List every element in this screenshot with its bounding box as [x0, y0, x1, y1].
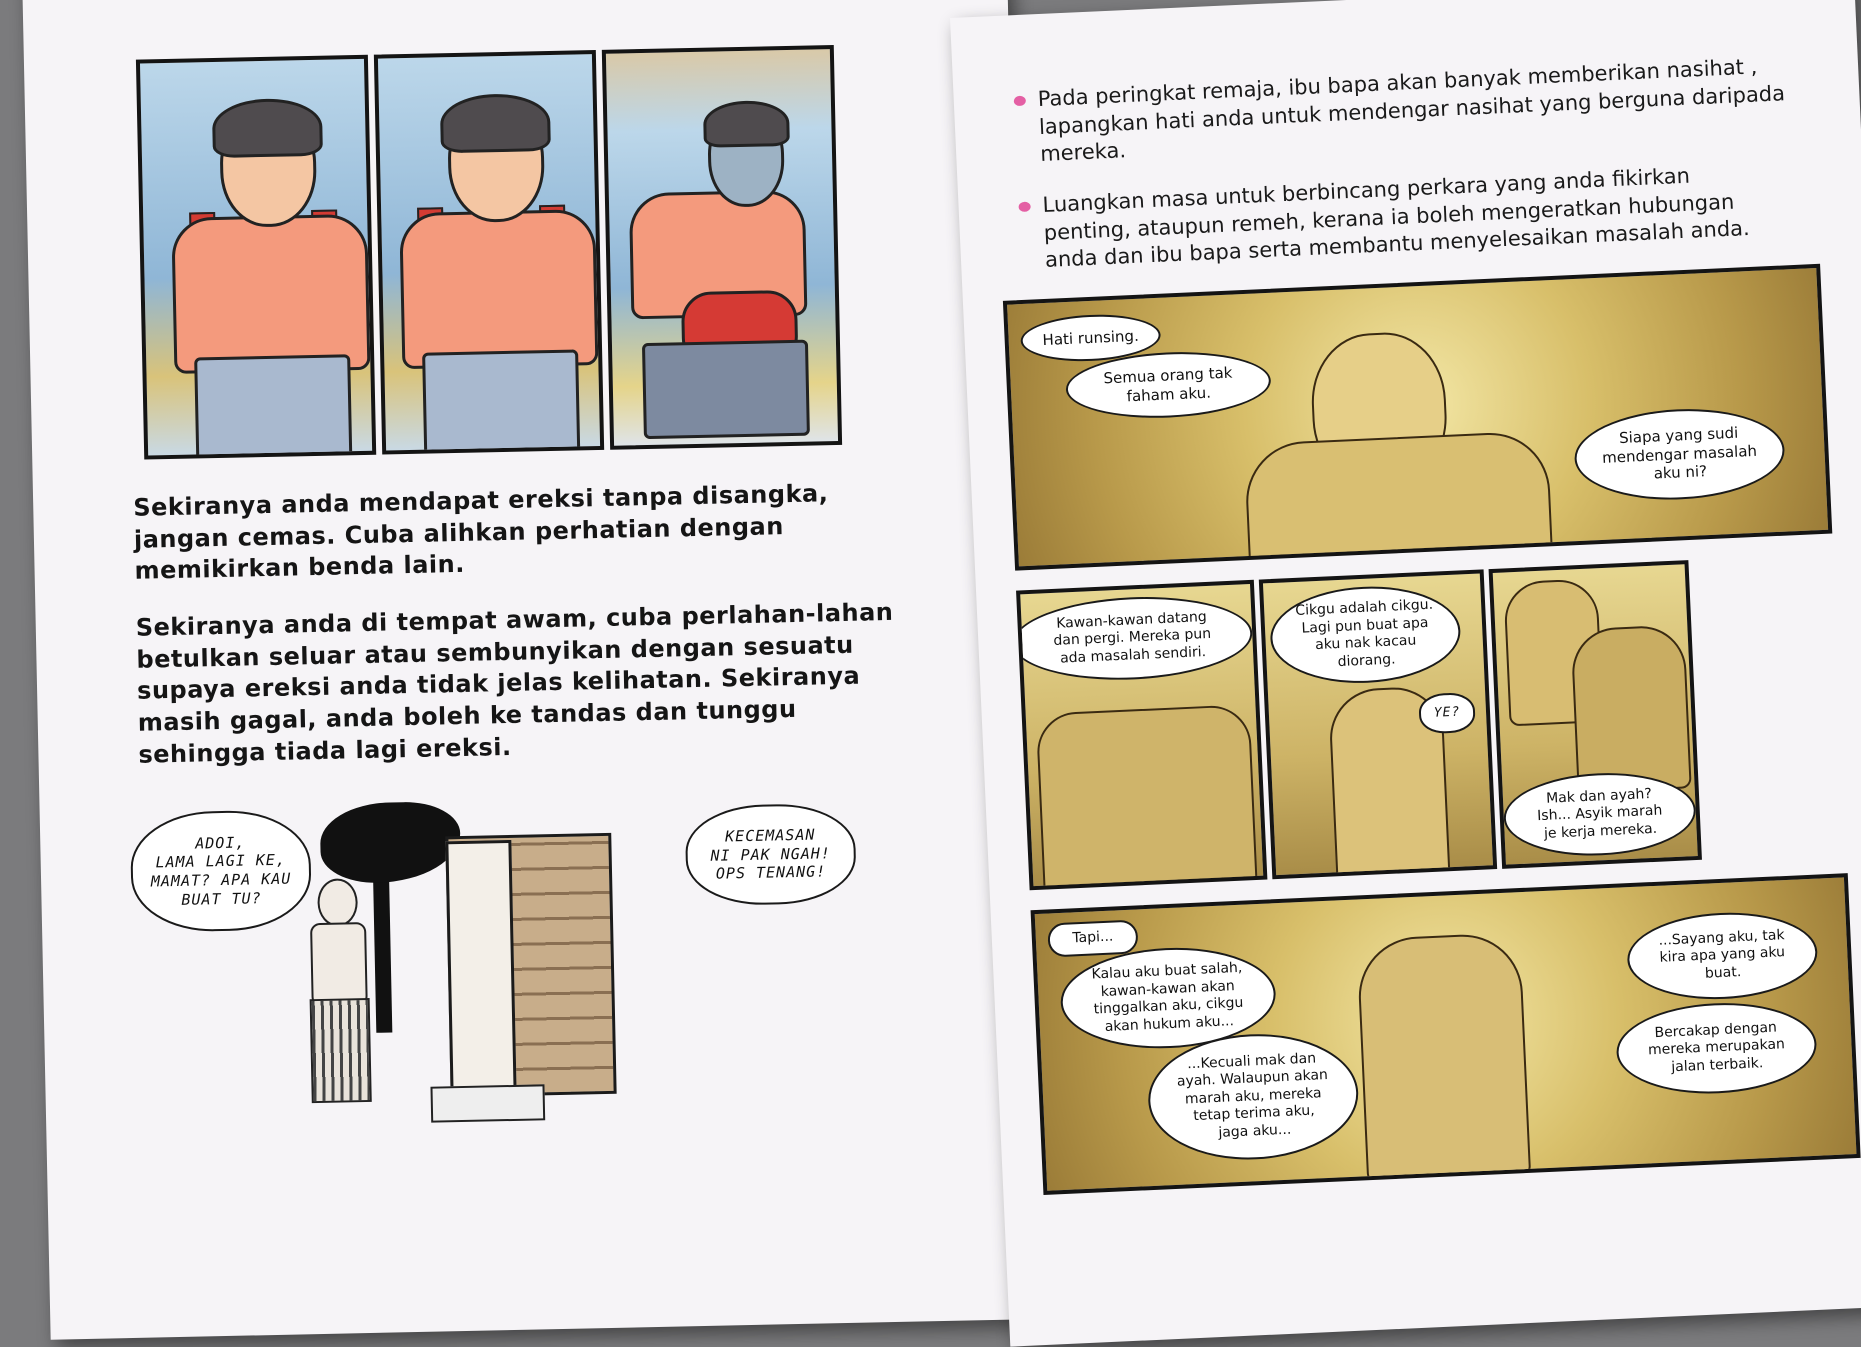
bullet-advice-1: Pada peringkat remaja, ibu bapa akan banyak memberikan nasihat , lapangkan hati anda untuk mendengar nasihat yang berguna daripada mereka.	[1013, 52, 1787, 170]
speech-bubble-bercakap: Bercakap dengan mereka merupakan jalan terbaik.	[1615, 999, 1819, 1098]
speech-bubble-hati-runsing: Hati runsing.	[1020, 312, 1162, 364]
speech-bubble-ye: YE?	[1418, 692, 1476, 734]
comic-panel-boy-hiding	[602, 45, 842, 450]
speech-bubble-kalau-aku: Kalau aku buat salah, kawan-kawan akan tinggalkan aku, cikgu akan hukum aku...	[1059, 943, 1278, 1053]
teen-body	[1244, 430, 1553, 558]
comic-panel-family-hug	[1031, 873, 1861, 1195]
comic-panel-boy-shocked	[374, 50, 604, 455]
speech-bubble-mak-ayah: Mak dan ayah? Ish... Asyik marah je kerja mereka.	[1502, 769, 1698, 860]
speech-bubble-sayang-aku: ...Sayang aku, tak kira apa yang aku buat.	[1625, 909, 1819, 1004]
speech-bubble-kecuali: ...Kecuali mak dan ayah. Walaupun akan marah aku, mereka tetap terima aku, jaga aku...	[1146, 1030, 1361, 1164]
friends-group	[1036, 704, 1258, 888]
speech-bubble-tapi: Tapi...	[1047, 919, 1138, 957]
comic-panel-boy-calm	[136, 55, 376, 460]
comic-panel-teacher	[1259, 569, 1497, 879]
speech-bubble-uncle: ADOI, LAMA LAGI KE, MAMAT? APA KAU BUAT TU?	[130, 809, 312, 933]
speech-bubble-outhouse: KECEMASAN NI PAK NGAH! OPS TENANG!	[685, 803, 857, 907]
father-figure	[1570, 624, 1691, 793]
speech-bubble-kawan-kawan: Kawan-kawan datang dan pergi. Mereka pun ada masalah sendiri.	[1016, 592, 1254, 685]
comic-panel-friends	[1016, 580, 1267, 890]
left-page	[22, 0, 1035, 1340]
pink-bullet-icon	[1018, 202, 1030, 213]
tree-foliage	[320, 801, 462, 884]
speech-bubble-semua-orang: Semua orang tak faham aku.	[1065, 348, 1273, 422]
outhouse-illustration	[99, 771, 966, 1149]
pink-bullet-icon	[1014, 96, 1026, 107]
paragraph-erection-tip: Sekiranya anda mendapat ereksi tanpa disangka, jangan cemas. Cuba alihkan perhatian dengan memikirkan benda lain.	[132, 479, 829, 586]
right-page	[950, 0, 1861, 1347]
paragraph-public-tip: Sekiranya anda di tempat awam, cuba perlahan-lahan betulkan seluar atau sembunyikan dengan sesuatu supaya ereksi anda tidak jelas kelihatan. Sekiranya masih gagal, anda boleh ke tandas dan tunggu sehingga tiada lagi ereksi.	[135, 597, 894, 769]
comic-panel-troubled-teen	[1003, 264, 1832, 571]
outhouse-steps	[430, 1084, 545, 1122]
speech-bubble-siapa-sudi: Siapa yang sudi mendengar masalah aku ni?	[1573, 405, 1787, 504]
speech-bubble-cikgu: Cikgu adalah cikgu. Lagi pun buat apa aku nak kacau diorang.	[1268, 583, 1462, 688]
bullet-advice-2: Luangkan masa untuk berbincang perkara yang anda fikirkan penting, ataupun remeh, kerana ia boleh mengeratkan hubungan anda dan ibu bapa serta membantu menyelesaikan masalah anda.	[1018, 160, 1750, 276]
family-hug-figures	[1356, 932, 1531, 1183]
outhouse-door	[445, 840, 516, 1097]
uncle-figure	[301, 878, 376, 1109]
comic-panel-parents	[1489, 560, 1702, 869]
